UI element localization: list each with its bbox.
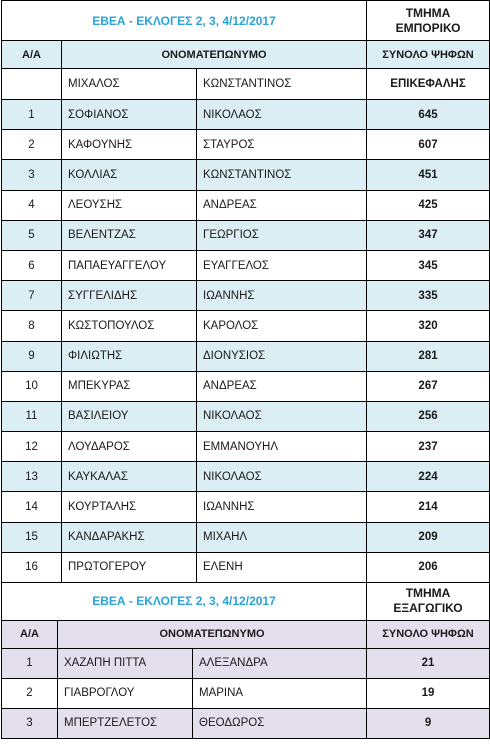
last-name: ΜΠΕΡΤΖΕΛΕΤΟΣ [58, 708, 193, 738]
section-label [367, 583, 490, 620]
first-name: ΑΛΕΞΑΝΔΡΑ [193, 648, 367, 678]
last-name: ΓΙΑΒΡΟΓΛΟΥ [58, 678, 193, 708]
first-name: ΚΩΝΣΤΑΝΤΙΝΟΣ [197, 160, 367, 190]
first-name: ΣΤΑΥΡΟΣ [197, 130, 367, 160]
column-header-row [2, 41, 490, 69]
row-number: 6 [2, 250, 62, 280]
vote-total: 347 [367, 220, 490, 250]
row-number: 5 [2, 220, 62, 250]
row-number: 12 [2, 432, 62, 462]
commercial-rows [2, 100, 490, 583]
table-row [2, 130, 490, 160]
row-number: 2 [2, 678, 58, 708]
last-name: ΚΑΥΚΑΛΑΣ [62, 462, 197, 492]
row-number: 1 [2, 100, 62, 130]
section-label [367, 1, 490, 41]
last-name: ΒΕΛΕΝΤΖΑΣ [62, 220, 197, 250]
last-name: ΣΥΓΓΕΛΙΔΗΣ [62, 281, 197, 311]
first-name: ΚΑΡΟΛΟΣ [197, 311, 367, 341]
last-name: ΚΩΣΤΟΠΟΥΛΟΣ [62, 311, 197, 341]
vote-total: 256 [367, 401, 490, 431]
vote-total: 237 [367, 432, 490, 462]
table-row [2, 371, 490, 401]
row-number: 3 [2, 160, 62, 190]
export-section-table [1, 583, 490, 739]
first-name: ΚΩΝΣΤΑΝΤΙΝΟΣ [197, 69, 367, 100]
row-number: 9 [2, 341, 62, 371]
row-number: 1 [2, 648, 58, 678]
leader-row [2, 69, 490, 100]
row-number: 13 [2, 462, 62, 492]
first-name: ΑΝΔΡΕΑΣ [197, 371, 367, 401]
vote-total: 206 [367, 552, 490, 582]
table-row [2, 401, 490, 431]
vote-total: 209 [367, 522, 490, 552]
row-number [2, 69, 62, 100]
last-name: ΠΡΩΤΟΓΕΡΟΥ [62, 552, 197, 582]
vote-total: 9 [367, 708, 490, 738]
row-number: 10 [2, 371, 62, 401]
first-name: ΔΙΟΝΥΣΙΟΣ [197, 341, 367, 371]
table-title-row [2, 583, 490, 620]
row-number: 3 [2, 708, 58, 738]
first-name: ΑΝΔΡΕΑΣ [197, 190, 367, 220]
last-name: ΚΑΦΟΥΝΗΣ [62, 130, 197, 160]
table-row [2, 522, 490, 552]
row-number: 14 [2, 492, 62, 522]
table-row [2, 341, 490, 371]
col-header-name: ΟΝΟΜΑΤΕΠΩΝΥΜΟ [58, 620, 367, 648]
last-name: ΜΙΧΑΛΟΣ [62, 69, 197, 100]
last-name: ΚΟΛΛΙΑΣ [62, 160, 197, 190]
table-row [2, 648, 490, 678]
section-label-line1: ΤΜΗΜΑ [405, 5, 451, 20]
row-number: 15 [2, 522, 62, 552]
vote-total: 281 [367, 341, 490, 371]
first-name: ΙΩΑΝΝΗΣ [197, 492, 367, 522]
row-number: 4 [2, 190, 62, 220]
election-title: ΕΒΕΑ - ΕΚΛΟΓΕΣ 2, 3, 4/12/2017 [2, 1, 367, 41]
first-name: ΙΩΑΝΝΗΣ [197, 281, 367, 311]
last-name: ΚΟΥΡΤΑΛΗΣ [62, 492, 197, 522]
column-header-row [2, 620, 490, 648]
vote-total: 645 [367, 100, 490, 130]
vote-total: 607 [367, 130, 490, 160]
last-name: ΚΑΝΔΑΡΑΚΗΣ [62, 522, 197, 552]
last-name: ΧΑΖΑΠΗ ΠΙΤΤΑ [58, 648, 193, 678]
section-label-line2: ΕΞΑΓΩΓΙΚΟ [393, 601, 463, 616]
section-label-line1: ΤΜΗΜΑ [405, 586, 451, 601]
col-header-name: ΟΝΟΜΑΤΕΠΩΝΥΜΟ [62, 41, 367, 69]
table-row [2, 220, 490, 250]
table-row [2, 190, 490, 220]
vote-total: 19 [367, 678, 490, 708]
election-title: ΕΒΕΑ - ΕΚΛΟΓΕΣ 2, 3, 4/12/2017 [2, 583, 367, 620]
table-row [2, 100, 490, 130]
vote-total: 335 [367, 281, 490, 311]
first-name: ΓΕΩΡΓΙΟΣ [197, 220, 367, 250]
last-name: ΒΑΣΙΛΕΙΟΥ [62, 401, 197, 431]
vote-total: ΕΠΙΚΕΦΑΛΗΣ [367, 69, 490, 100]
row-number: 11 [2, 401, 62, 431]
last-name: ΣΟΦΙΑΝΟΣ [62, 100, 197, 130]
first-name: ΕΜΜΑΝΟΥΗΛ [197, 432, 367, 462]
col-header-aa: Α/Α [2, 620, 58, 648]
table-row [2, 281, 490, 311]
last-name: ΛΟΥΔΑΡΟΣ [62, 432, 197, 462]
vote-total: 451 [367, 160, 490, 190]
first-name: ΜΑΡΙΝΑ [193, 678, 367, 708]
first-name: ΘΕΟΔΩΡΟΣ [193, 708, 367, 738]
first-name: ΕΛΕΝΗ [197, 552, 367, 582]
first-name: ΕΥΑΓΓΕΛΟΣ [197, 250, 367, 280]
table-title-row [2, 1, 490, 41]
vote-total: 320 [367, 311, 490, 341]
table-row [2, 250, 490, 280]
col-header-aa: Α/Α [2, 41, 62, 69]
commercial-section-table [1, 0, 490, 583]
row-number: 7 [2, 281, 62, 311]
last-name: ΠΑΠΑΕΥΑΓΓΕΛΟΥ [62, 250, 197, 280]
export-rows [2, 648, 490, 738]
table-row [2, 552, 490, 582]
first-name: ΝΙΚΟΛΑΟΣ [197, 100, 367, 130]
table-row [2, 462, 490, 492]
vote-total: 267 [367, 371, 490, 401]
row-number: 2 [2, 130, 62, 160]
table-row [2, 311, 490, 341]
table-row [2, 492, 490, 522]
table-row [2, 708, 490, 738]
table-row [2, 432, 490, 462]
col-header-total: ΣΥΝΟΛΟ ΨΗΦΩΝ [367, 41, 490, 69]
last-name: ΦΙΛΙΩΤΗΣ [62, 341, 197, 371]
first-name: ΜΙΧΑΗΛ [197, 522, 367, 552]
table-row [2, 678, 490, 708]
table-row [2, 160, 490, 190]
vote-total: 21 [367, 648, 490, 678]
first-name: ΝΙΚΟΛΑΟΣ [197, 462, 367, 492]
row-number: 8 [2, 311, 62, 341]
vote-total: 425 [367, 190, 490, 220]
vote-total: 214 [367, 492, 490, 522]
last-name: ΜΠΕΚΥΡΑΣ [62, 371, 197, 401]
section-label-line2: ΕΜΠΟΡΙΚΟ [395, 20, 461, 35]
row-number: 16 [2, 552, 62, 582]
first-name: ΝΙΚΟΛΑΟΣ [197, 401, 367, 431]
col-header-total: ΣΥΝΟΛΟ ΨΗΦΩΝ [367, 620, 490, 648]
vote-total: 345 [367, 250, 490, 280]
last-name: ΛΕΟΥΣΗΣ [62, 190, 197, 220]
vote-total: 224 [367, 462, 490, 492]
